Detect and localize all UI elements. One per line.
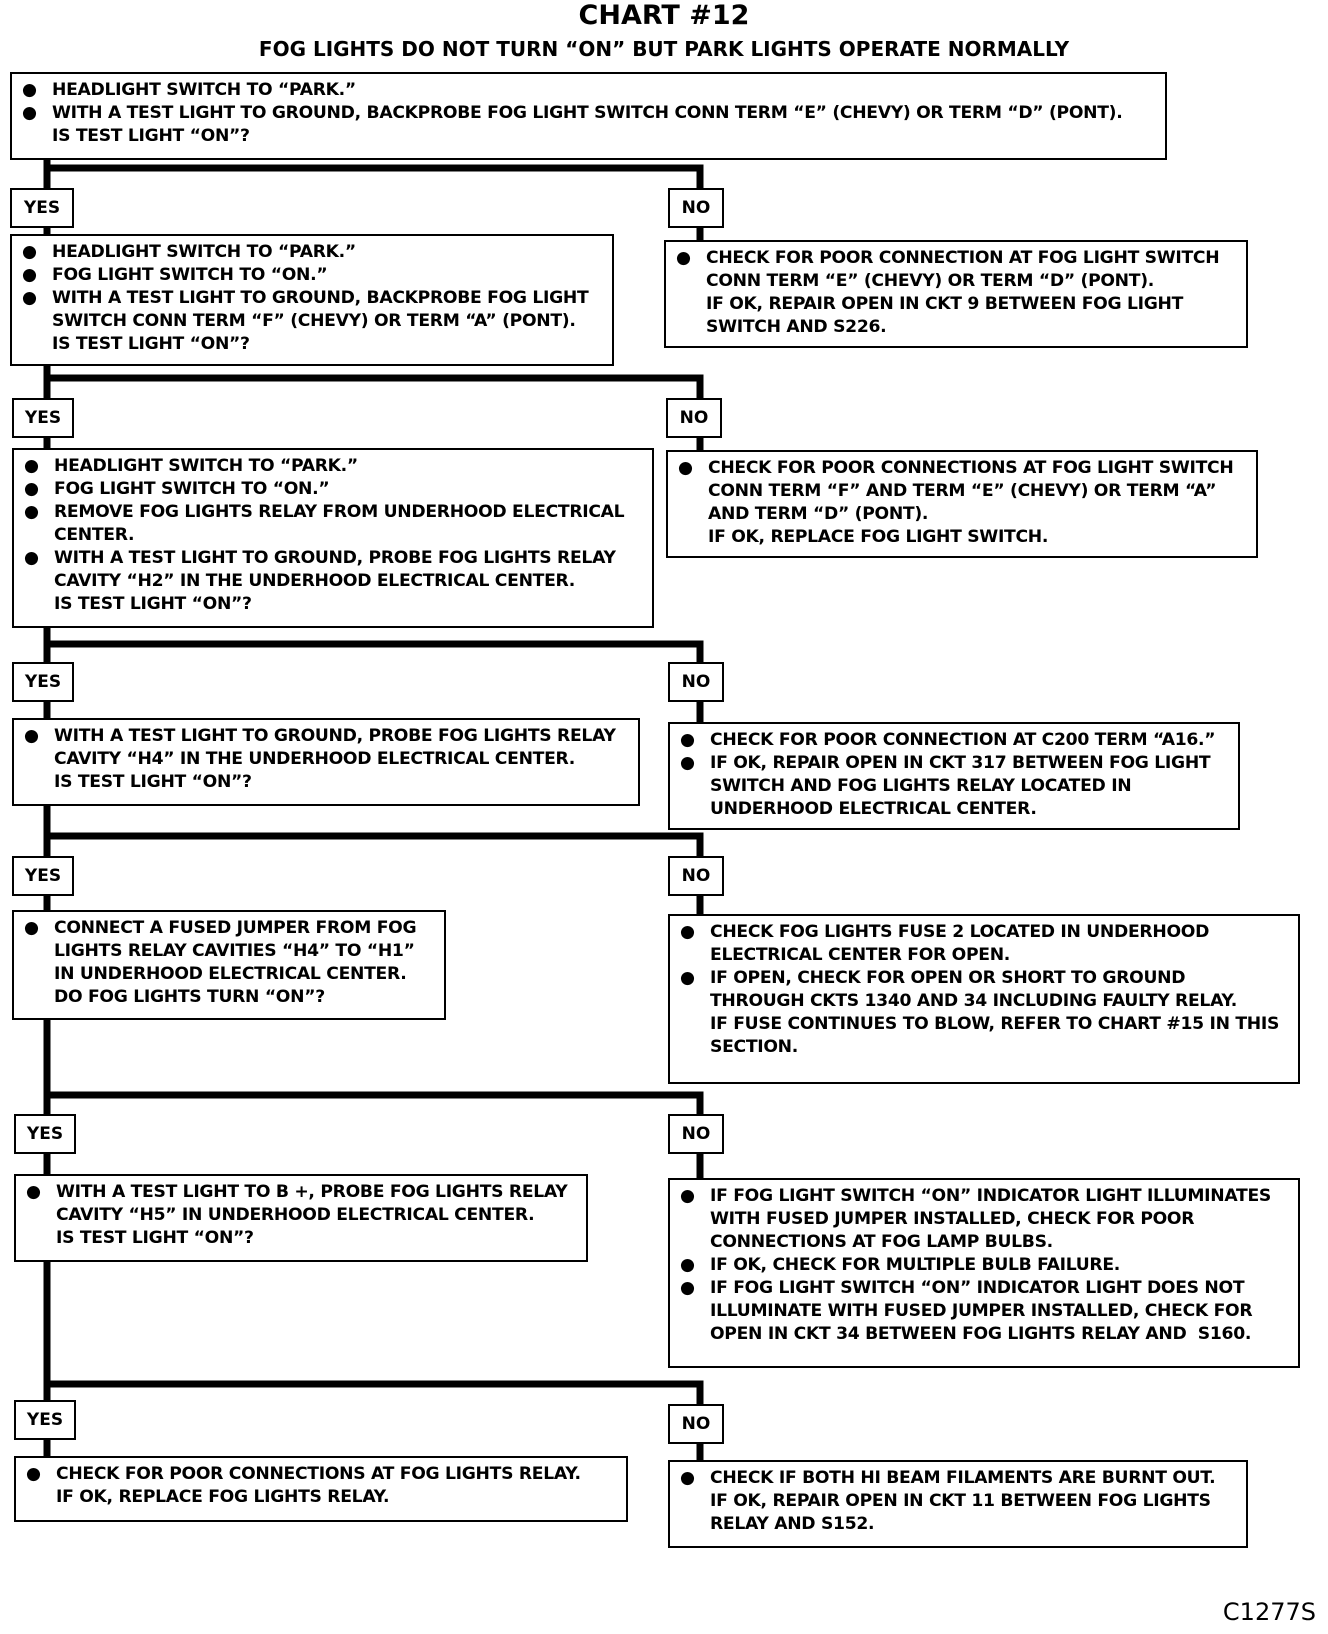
box-line: [680, 1254, 1288, 1277]
bullet-icon: ●: [26, 1464, 41, 1484]
box-line: [26, 1227, 576, 1250]
step-yes-6-box: [14, 1456, 628, 1522]
box-line: [26, 1486, 616, 1509]
bullet-icon: ●: [24, 918, 39, 938]
box-line-text: SECTION.: [710, 1037, 798, 1057]
box-line: [680, 921, 1288, 944]
box-line-text: IS TEST LIGHT “ON”?: [54, 772, 252, 792]
box-line: [24, 455, 642, 478]
box-line-text: CENTER.: [54, 525, 135, 545]
box-line-text: CAVITY “H2” IN THE UNDERHOOD ELECTRICAL CENTER.: [54, 571, 575, 591]
box-line-text: WITH A TEST LIGHT TO GROUND, BACKPROBE FOG LIGHT SWITCH CONN TERM “E” (CHEVY) OR TERM “D” (PONT).: [52, 103, 1123, 123]
box-line-text: HEADLIGHT SWITCH TO “PARK.”: [52, 242, 356, 262]
box-line-text: WITH A TEST LIGHT TO GROUND, BACKPROBE FOG LIGHT: [52, 288, 589, 308]
step-no-6-box: [668, 1460, 1248, 1548]
box-line-text: SWITCH CONN TERM “F” (CHEVY) OR TERM “A” (PONT).: [52, 311, 576, 331]
box-line: [680, 1300, 1288, 1323]
box-line: [24, 771, 628, 794]
box-line: [680, 752, 1228, 775]
box-line-text: LIGHTS RELAY CAVITIES “H4” TO “H1”: [54, 941, 415, 961]
box-line-text: DO FOG LIGHTS TURN “ON”?: [54, 987, 325, 1007]
box-line-text: IS TEST LIGHT “ON”?: [52, 126, 250, 146]
box-line-text: CHECK IF BOTH HI BEAM FILAMENTS ARE BURNT OUT.: [710, 1468, 1216, 1488]
bullet-icon: ●: [22, 288, 37, 308]
bullet-icon: ●: [22, 265, 37, 285]
bullet-icon: ●: [24, 548, 39, 568]
box-line-text: IS TEST LIGHT “ON”?: [52, 334, 250, 354]
box-line-text: CAVITY “H4” IN THE UNDERHOOD ELECTRICAL CENTER.: [54, 749, 575, 769]
yes-tag-4: YES: [12, 856, 74, 896]
box-line-text: OPEN IN CKT 34 BETWEEN FOG LIGHTS RELAY AND S160.: [710, 1324, 1252, 1344]
bullet-icon: ●: [22, 103, 37, 123]
box-line: [24, 478, 642, 501]
box-line: [24, 725, 628, 748]
step-yes-5-box: [14, 1174, 588, 1262]
box-line-text: IF FUSE CONTINUES TO BLOW, REFER TO CHART #15 IN THIS: [710, 1014, 1280, 1034]
box-line: [24, 986, 434, 1009]
bullet-icon: ●: [24, 456, 39, 476]
bullet-icon: ●: [676, 248, 691, 268]
box-line-text: REMOVE FOG LIGHTS RELAY FROM UNDERHOOD ELECTRICAL: [54, 502, 625, 522]
box-line: [22, 125, 1155, 148]
box-line-text: CHECK FOG LIGHTS FUSE 2 LOCATED IN UNDERHOOD: [710, 922, 1210, 942]
box-line: [678, 503, 1246, 526]
yes-tag-6: YES: [14, 1400, 76, 1440]
box-line: [22, 79, 1155, 102]
box-line-text: HEADLIGHT SWITCH TO “PARK.”: [54, 456, 358, 476]
box-line: [22, 102, 1155, 125]
box-line: [22, 241, 602, 264]
box-line: [680, 944, 1288, 967]
box-line-text: IF OK, REPAIR OPEN IN CKT 317 BETWEEN FOG LIGHT: [710, 753, 1211, 773]
box-line-text: CONNECT A FUSED JUMPER FROM FOG: [54, 918, 417, 938]
figure-code: C1277S: [1222, 1598, 1316, 1626]
yes-tag-3: YES: [12, 662, 74, 702]
no-tag-4: NO: [668, 856, 724, 896]
box-line: [22, 264, 602, 287]
box-line: [676, 293, 1236, 316]
bullet-icon: ●: [680, 1255, 695, 1275]
box-line-text: IF OK, CHECK FOR MULTIPLE BULB FAILURE.: [710, 1255, 1121, 1275]
bullet-icon: ●: [680, 1278, 695, 1298]
chart-subtitle: FOG LIGHTS DO NOT TURN “ON” BUT PARK LIGHTS OPERATE NORMALLY: [258, 37, 1070, 61]
bullet-icon: ●: [22, 80, 37, 100]
box-line: [680, 1231, 1288, 1254]
box-line: [26, 1463, 616, 1486]
bullet-icon: ●: [26, 1182, 41, 1202]
box-line: [680, 798, 1228, 821]
bullet-icon: ●: [680, 1186, 695, 1206]
box-line: [680, 1323, 1288, 1346]
box-line-text: CHECK FOR POOR CONNECTIONS AT FOG LIGHTS RELAY.: [56, 1464, 581, 1484]
bullet-icon: ●: [24, 479, 39, 499]
step-no-2-box: [666, 450, 1258, 558]
box-line-text: IF OK, REPAIR OPEN IN CKT 11 BETWEEN FOG LIGHTS: [710, 1491, 1211, 1511]
box-line: [24, 547, 642, 570]
step-no-1-box: [664, 240, 1248, 348]
step-no-4-box: [668, 914, 1300, 1084]
box-line-text: IF OPEN, CHECK FOR OPEN OR SHORT TO GROUND: [710, 968, 1186, 988]
box-line-text: FOG LIGHT SWITCH TO “ON.”: [52, 265, 328, 285]
step-no-3-box: [668, 722, 1240, 830]
box-line-text: WITH A TEST LIGHT TO B +, PROBE FOG LIGHTS RELAY: [56, 1182, 568, 1202]
box-line: [680, 967, 1288, 990]
bullet-icon: ●: [24, 502, 39, 522]
step-yes-1-box: [10, 234, 614, 366]
box-line-text: RELAY AND S152.: [710, 1514, 875, 1534]
box-line: [24, 501, 642, 524]
box-line-text: CONN TERM “F” AND TERM “E” (CHEVY) OR TERM “A”: [708, 481, 1217, 501]
box-line-text: IF OK, REPLACE FOG LIGHT SWITCH.: [708, 527, 1049, 547]
box-line: [678, 526, 1246, 549]
box-line-text: CHECK FOR POOR CONNECTION AT FOG LIGHT SWITCH: [706, 248, 1220, 268]
box-line-text: IN UNDERHOOD ELECTRICAL CENTER.: [54, 964, 407, 984]
yes-tag-5: YES: [14, 1114, 76, 1154]
box-line-text: AND TERM “D” (PONT).: [708, 504, 929, 524]
box-line: [680, 1185, 1288, 1208]
box-line: [22, 310, 602, 333]
no-tag-5: NO: [668, 1114, 724, 1154]
box-line: [24, 748, 628, 771]
box-line: [680, 729, 1228, 752]
box-line-text: THROUGH CKTS 1340 AND 34 INCLUDING FAULTY RELAY.: [710, 991, 1237, 1011]
box-line-text: IS TEST LIGHT “ON”?: [54, 594, 252, 614]
box-line-text: UNDERHOOD ELECTRICAL CENTER.: [710, 799, 1037, 819]
chart-title: CHART #12: [578, 0, 750, 31]
box-line: [680, 1036, 1288, 1059]
box-line: [676, 316, 1236, 339]
box-line-text: IF FOG LIGHT SWITCH “ON” INDICATOR LIGHT DOES NOT: [710, 1278, 1245, 1298]
box-line: [24, 917, 434, 940]
no-tag-1: NO: [668, 188, 724, 228]
bullet-icon: ●: [680, 1468, 695, 1488]
box-line-text: WITH A TEST LIGHT TO GROUND, PROBE FOG LIGHTS RELAY: [54, 548, 616, 568]
no-tag-6: NO: [668, 1404, 724, 1444]
box-line: [22, 333, 602, 356]
box-line-text: CHECK FOR POOR CONNECTION AT C200 TERM “A16.”: [710, 730, 1216, 750]
box-line: [24, 524, 642, 547]
box-line: [24, 963, 434, 986]
box-line: [680, 1490, 1236, 1513]
box-line-text: CHECK FOR POOR CONNECTIONS AT FOG LIGHT SWITCH: [708, 458, 1234, 478]
box-line-text: CONN TERM “E” (CHEVY) OR TERM “D” (PONT).: [706, 271, 1154, 291]
box-line-text: IS TEST LIGHT “ON”?: [56, 1228, 254, 1248]
box-line-text: IF OK, REPLACE FOG LIGHTS RELAY.: [56, 1487, 390, 1507]
bullet-icon: ●: [680, 730, 695, 750]
box-line-text: ILLUMINATE WITH FUSED JUMPER INSTALLED, CHECK FOR: [710, 1301, 1253, 1321]
box-line-text: ELECTRICAL CENTER FOR OPEN.: [710, 945, 1011, 965]
box-line: [22, 287, 602, 310]
box-line: [678, 480, 1246, 503]
step-no-5-box: [668, 1178, 1300, 1368]
box-line-text: SWITCH AND FOG LIGHTS RELAY LOCATED IN: [710, 776, 1132, 796]
bullet-icon: ●: [24, 726, 39, 746]
box-line-text: WITH A TEST LIGHT TO GROUND, PROBE FOG LIGHTS RELAY: [54, 726, 616, 746]
step-start-box: [10, 72, 1167, 160]
box-line: [24, 940, 434, 963]
box-line-text: WITH FUSED JUMPER INSTALLED, CHECK FOR POOR: [710, 1209, 1195, 1229]
step-yes-2-box: [12, 448, 654, 628]
bullet-icon: ●: [680, 922, 695, 942]
box-line: [678, 457, 1246, 480]
no-tag-3: NO: [668, 662, 724, 702]
step-yes-4-box: [12, 910, 446, 1020]
yes-tag-1: YES: [10, 188, 74, 228]
box-line-text: IF OK, REPAIR OPEN IN CKT 9 BETWEEN FOG LIGHT: [706, 294, 1184, 314]
step-yes-3-box: [12, 718, 640, 806]
box-line-text: CAVITY “H5” IN UNDERHOOD ELECTRICAL CENTER.: [56, 1205, 535, 1225]
no-tag-2: NO: [666, 398, 722, 438]
box-line-text: FOG LIGHT SWITCH TO “ON.”: [54, 479, 330, 499]
bullet-icon: ●: [680, 753, 695, 773]
box-line: [680, 775, 1228, 798]
box-line-text: IF FOG LIGHT SWITCH “ON” INDICATOR LIGHT ILLUMINATES: [710, 1186, 1271, 1206]
box-line-text: SWITCH AND S226.: [706, 317, 887, 337]
box-line: [680, 1513, 1236, 1536]
bullet-icon: ●: [680, 968, 695, 988]
box-line: [676, 270, 1236, 293]
box-line: [24, 593, 642, 616]
bullet-icon: ●: [22, 242, 37, 262]
box-line: [680, 1467, 1236, 1490]
box-line: [680, 990, 1288, 1013]
box-line: [24, 570, 642, 593]
box-line: [26, 1204, 576, 1227]
box-line: [680, 1277, 1288, 1300]
box-line: [676, 247, 1236, 270]
box-line: [680, 1208, 1288, 1231]
yes-tag-2: YES: [12, 398, 74, 438]
box-line-text: HEADLIGHT SWITCH TO “PARK.”: [52, 80, 356, 100]
box-line-text: CONNECTIONS AT FOG LAMP BULBS.: [710, 1232, 1053, 1252]
bullet-icon: ●: [678, 458, 693, 478]
box-line: [26, 1181, 576, 1204]
box-line: [680, 1013, 1288, 1036]
